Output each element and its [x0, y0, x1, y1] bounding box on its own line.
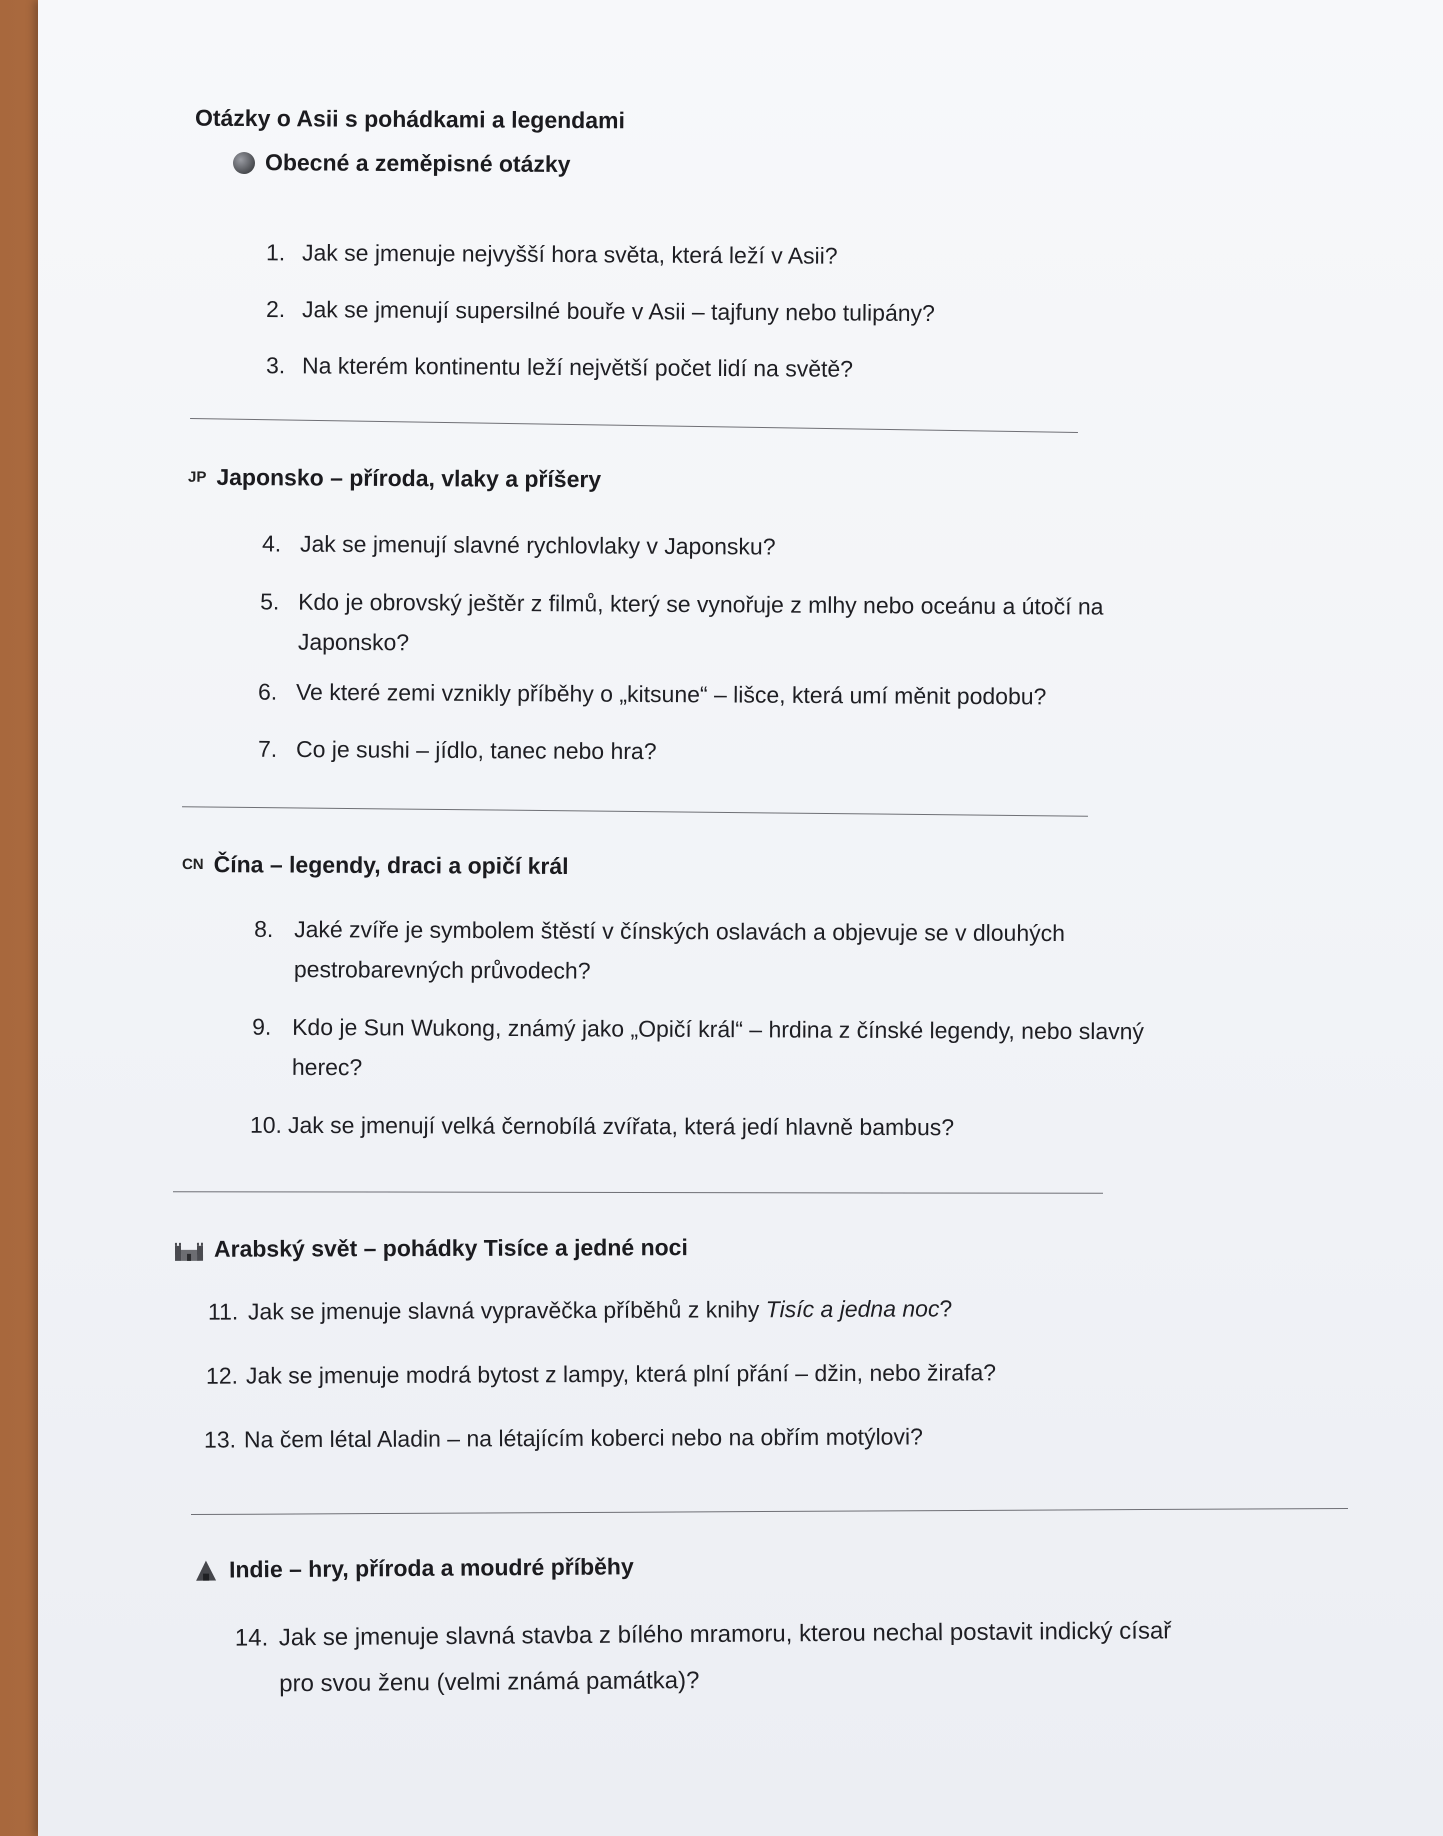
question-item: [266, 289, 935, 333]
question-text-continued: herec?: [291, 1053, 363, 1081]
question-number: 7.: [257, 735, 278, 762]
section-divider: [182, 806, 1088, 816]
section-heading: [233, 149, 571, 178]
section-divider: [191, 1508, 1348, 1515]
castle-icon: [174, 1237, 204, 1261]
question-text: Jak se jmenuje slavná stavba z bílého mramoru, kterou nechal postavit indický císař: [278, 1617, 1172, 1652]
temple-icon: [193, 1559, 219, 1581]
question-text: Jak se jmenují supersilné bouře v Asii – tajfuny nebo tulipány?: [301, 296, 935, 327]
question-text: Kdo je obrovský ještěr z filmů, který se vynořuje z mlhy nebo oceánu a útočí na: [298, 588, 1104, 620]
question-item: [254, 909, 1065, 993]
section-heading: [188, 464, 601, 494]
section-title: Japonsko – příroda, vlaky a příšery: [216, 463, 602, 493]
question-number: 10.: [249, 1111, 283, 1138]
question-number: 4.: [261, 530, 282, 557]
section-title: Obecné a zeměpisné otázky: [264, 149, 571, 178]
section-india: [193, 1553, 634, 1583]
question-number: 11.: [207, 1298, 239, 1325]
section-heading: [174, 1234, 688, 1263]
question-number: 12.: [205, 1362, 239, 1389]
question-text-continued: pestrobarevných průvodech?: [293, 956, 591, 984]
question-text-continued: Japonsko?: [297, 628, 410, 656]
question-number: 14.: [234, 1624, 269, 1652]
temple-icon-graphic: [193, 1559, 219, 1581]
question-text: Na kterém kontinentu leží největší počet lidí na světě?: [301, 352, 854, 382]
question-item: [266, 345, 853, 389]
question-item: [208, 1288, 952, 1331]
castle-icon-graphic: [174, 1237, 204, 1261]
question-item: [260, 581, 1104, 666]
globe-icon: [233, 151, 255, 173]
question-number: 13.: [203, 1426, 237, 1453]
question-number: 5.: [260, 588, 280, 615]
japan-flag-icon: JP: [187, 468, 207, 486]
question-number: 3.: [265, 352, 286, 379]
question-item: [266, 232, 838, 275]
question-item: [235, 1608, 1172, 1707]
question-text: Jak se jmenuje nejvyšší hora světa, která leží v Asii?: [301, 239, 838, 269]
section-heading: [182, 851, 569, 880]
question-item: [258, 729, 657, 771]
section-title: Arabský svět – pohádky Tisíce a jedné noci: [213, 1234, 688, 1262]
question-text: Na čem létal Aladin – na létajícím koberci nebo na obřím motýlovi?: [243, 1423, 923, 1453]
question-item: [250, 1105, 954, 1147]
section-heading: [193, 1553, 634, 1583]
question-number: 2.: [265, 295, 286, 323]
document-title: Otázky o Asii s pohádkami a legendami: [194, 104, 625, 134]
section-divider: [190, 418, 1078, 433]
china-flag-icon: CN: [181, 855, 204, 874]
question-text-end: ?: [939, 1295, 953, 1322]
question-number: 9.: [252, 1013, 272, 1040]
section-china: [182, 851, 569, 880]
question-number: 1.: [265, 239, 286, 266]
question-text: Jaké zvíře je symbolem štěstí v čínských oslavách a objevuje se v dlouhých: [294, 916, 1066, 947]
section-title: Indie – hry, příroda a moudré příběhy: [228, 1553, 634, 1583]
section-general: [233, 149, 571, 178]
section-japan: [188, 464, 601, 494]
question-text: Jak se jmenuje slavná vypravěčka příběhů z knihy: [247, 1296, 766, 1325]
question-text: Jak se jmenuje modrá bytost z lampy, která plní přání – džin, nebo žirafa?: [245, 1359, 997, 1389]
question-number: 6.: [257, 678, 278, 705]
question-item: [204, 1416, 923, 1459]
question-item: [258, 672, 1047, 717]
paper-sheet: [38, 0, 1443, 1836]
question-item: [262, 523, 776, 566]
question-number: 8.: [254, 915, 274, 942]
question-text-continued: pro svou ženu (velmi známá památka)?: [279, 1667, 700, 1698]
book-title: Tisíc a jedna noc: [765, 1295, 940, 1323]
section-title: Čína – legendy, draci a opičí král: [213, 851, 569, 880]
question-text: Ve které zemi vznikly příběhy o „kitsune“ – lišce, která umí měnit podobu?: [295, 678, 1047, 710]
section-divider: [173, 1191, 1103, 1194]
question-text: Jak se jmenují velká černobílá zvířata, která jedí hlavně bambus?: [287, 1111, 955, 1141]
question-text: Jak se jmenují slavné rychlovlaky v Japonsku?: [299, 530, 776, 560]
section-arabic: [174, 1234, 688, 1263]
question-item: [252, 1007, 1144, 1092]
question-text: Co je sushi – jídlo, tanec nebo hra?: [295, 736, 657, 765]
question-text: Kdo je Sun Wukong, známý jako „Opičí král“ – hrdina z čínské legendy, nebo slavný: [292, 1013, 1145, 1045]
question-item: [206, 1352, 996, 1395]
